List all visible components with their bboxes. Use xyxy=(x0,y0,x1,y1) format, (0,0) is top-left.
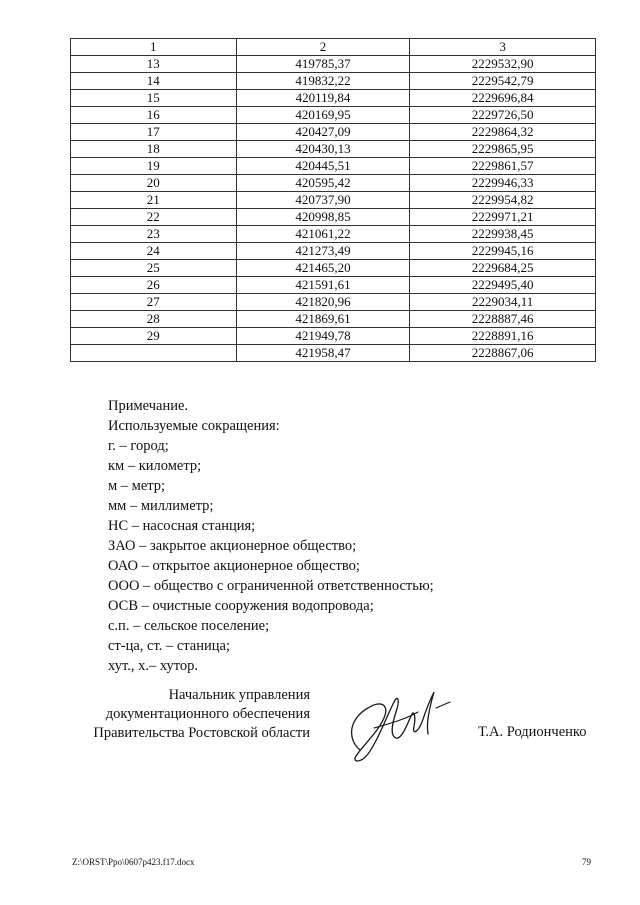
position-line: документационного обеспечения xyxy=(105,706,310,722)
abbreviation-item: км – километр; xyxy=(108,458,202,474)
point-number-cell: 25 xyxy=(71,260,237,277)
notes-section xyxy=(108,396,434,676)
x-coordinate-cell: 419832,22 xyxy=(236,73,410,90)
y-coordinate-cell: 2229034,11 xyxy=(410,294,596,311)
x-coordinate-cell: 421869,61 xyxy=(236,311,410,328)
point-number-cell: 17 xyxy=(71,124,237,141)
abbreviation-item: ст-ца, ст. – станица; xyxy=(108,638,230,654)
point-number-cell: 16 xyxy=(71,107,237,124)
table-row xyxy=(71,73,596,90)
point-number-cell: 28 xyxy=(71,311,237,328)
point-number-cell: 21 xyxy=(71,192,237,209)
x-coordinate-cell: 421061,22 xyxy=(236,226,410,243)
y-coordinate-cell: 2229971,21 xyxy=(410,209,596,226)
table-row xyxy=(71,277,596,294)
table-row xyxy=(71,107,596,124)
point-number-cell: 20 xyxy=(71,175,237,192)
abbreviation-item: хут., х.– хутор. xyxy=(108,658,199,674)
y-coordinate-cell: 2229726,50 xyxy=(410,107,596,124)
column-header: 1 xyxy=(71,39,237,56)
x-coordinate-cell: 421949,78 xyxy=(236,328,410,345)
x-coordinate-cell: 420445,51 xyxy=(236,158,410,175)
abbreviation-item: с.п. – сельское поселение; xyxy=(108,618,270,634)
table-row xyxy=(71,243,596,260)
abbreviation-item: ОАО – открытое акционерное общество; xyxy=(108,558,360,574)
y-coordinate-cell: 2229865,95 xyxy=(410,141,596,158)
table-row xyxy=(71,294,596,311)
y-coordinate-cell: 2228891,16 xyxy=(410,328,596,345)
point-number-cell: 26 xyxy=(71,277,237,294)
page-number: 79 xyxy=(582,857,591,867)
point-number-cell: 27 xyxy=(71,294,237,311)
abbreviation-item: мм – миллиметр; xyxy=(108,498,214,514)
file-path: Z:\ORST\Ppo\0607p423.f17.docx xyxy=(72,857,195,867)
abbreviation-item: г. – город; xyxy=(108,438,169,454)
abbreviation-item: ЗАО – закрытое акционерное общество; xyxy=(108,538,357,554)
x-coordinate-cell: 421465,20 xyxy=(236,260,410,277)
x-coordinate-cell: 421273,49 xyxy=(236,243,410,260)
table-row xyxy=(71,141,596,158)
table-row xyxy=(71,90,596,107)
point-number-cell: 29 xyxy=(71,328,237,345)
y-coordinate-cell: 2229861,57 xyxy=(410,158,596,175)
table-row xyxy=(71,209,596,226)
table-row xyxy=(71,311,596,328)
column-header: 2 xyxy=(236,39,410,56)
y-coordinate-cell: 2229495,40 xyxy=(410,277,596,294)
point-number-cell: 22 xyxy=(71,209,237,226)
y-coordinate-cell: 2229542,79 xyxy=(410,73,596,90)
x-coordinate-cell: 421958,47 xyxy=(236,345,410,362)
table-row xyxy=(71,56,596,73)
y-coordinate-cell: 2229696,84 xyxy=(410,90,596,107)
y-coordinate-cell: 2228887,46 xyxy=(410,311,596,328)
point-number-cell: 14 xyxy=(71,73,237,90)
y-coordinate-cell: 2229684,25 xyxy=(410,260,596,277)
point-number-cell: 15 xyxy=(71,90,237,107)
x-coordinate-cell: 420595,42 xyxy=(236,175,410,192)
handwritten-signature xyxy=(338,678,458,768)
abbreviation-item: НС – насосная станция; xyxy=(108,518,256,534)
y-coordinate-cell: 2229532,90 xyxy=(410,56,596,73)
table-row xyxy=(71,124,596,141)
y-coordinate-cell: 2229938,45 xyxy=(410,226,596,243)
position-line: Правительства Ростовской области xyxy=(93,725,310,741)
coordinates-table xyxy=(70,38,596,362)
table-row xyxy=(71,192,596,209)
x-coordinate-cell: 420119,84 xyxy=(236,90,410,107)
x-coordinate-cell: 421820,96 xyxy=(236,294,410,311)
x-coordinate-cell: 419785,37 xyxy=(236,56,410,73)
signer-name: Т.А. Родионченко xyxy=(478,724,587,740)
x-coordinate-cell: 420430,13 xyxy=(236,141,410,158)
point-number-cell: 18 xyxy=(71,141,237,158)
column-header: 3 xyxy=(410,39,596,56)
point-number-cell: 19 xyxy=(71,158,237,175)
abbreviation-item: ООО – общество с ограниченной ответственностью; xyxy=(108,578,434,594)
table-row xyxy=(71,175,596,192)
table-header-row xyxy=(71,39,596,56)
notes-subtitle: Используемые сокращения: xyxy=(108,418,280,434)
x-coordinate-cell: 420737,90 xyxy=(236,192,410,209)
y-coordinate-cell: 2229945,16 xyxy=(410,243,596,260)
table-row xyxy=(71,345,596,362)
x-coordinate-cell: 420169,95 xyxy=(236,107,410,124)
table-row xyxy=(71,260,596,277)
point-number-cell: 24 xyxy=(71,243,237,260)
table-row xyxy=(71,158,596,175)
point-number-cell: 13 xyxy=(71,56,237,73)
table-row xyxy=(71,328,596,345)
x-coordinate-cell: 420427,09 xyxy=(236,124,410,141)
point-number-cell: 23 xyxy=(71,226,237,243)
y-coordinate-cell: 2228867,06 xyxy=(410,345,596,362)
x-coordinate-cell: 421591,61 xyxy=(236,277,410,294)
abbreviation-list xyxy=(108,436,434,676)
y-coordinate-cell: 2229864,32 xyxy=(410,124,596,141)
abbreviation-item: ОСВ – очистные сооружения водопровода; xyxy=(108,598,374,614)
table-row xyxy=(71,226,596,243)
y-coordinate-cell: 2229946,33 xyxy=(410,175,596,192)
point-number-cell xyxy=(71,345,237,362)
abbreviation-item: м – метр; xyxy=(108,478,166,494)
notes-title: Примечание. xyxy=(108,398,189,414)
x-coordinate-cell: 420998,85 xyxy=(236,209,410,226)
y-coordinate-cell: 2229954,82 xyxy=(410,192,596,209)
signer-position xyxy=(40,686,310,743)
position-line: Начальник управления xyxy=(168,687,310,703)
